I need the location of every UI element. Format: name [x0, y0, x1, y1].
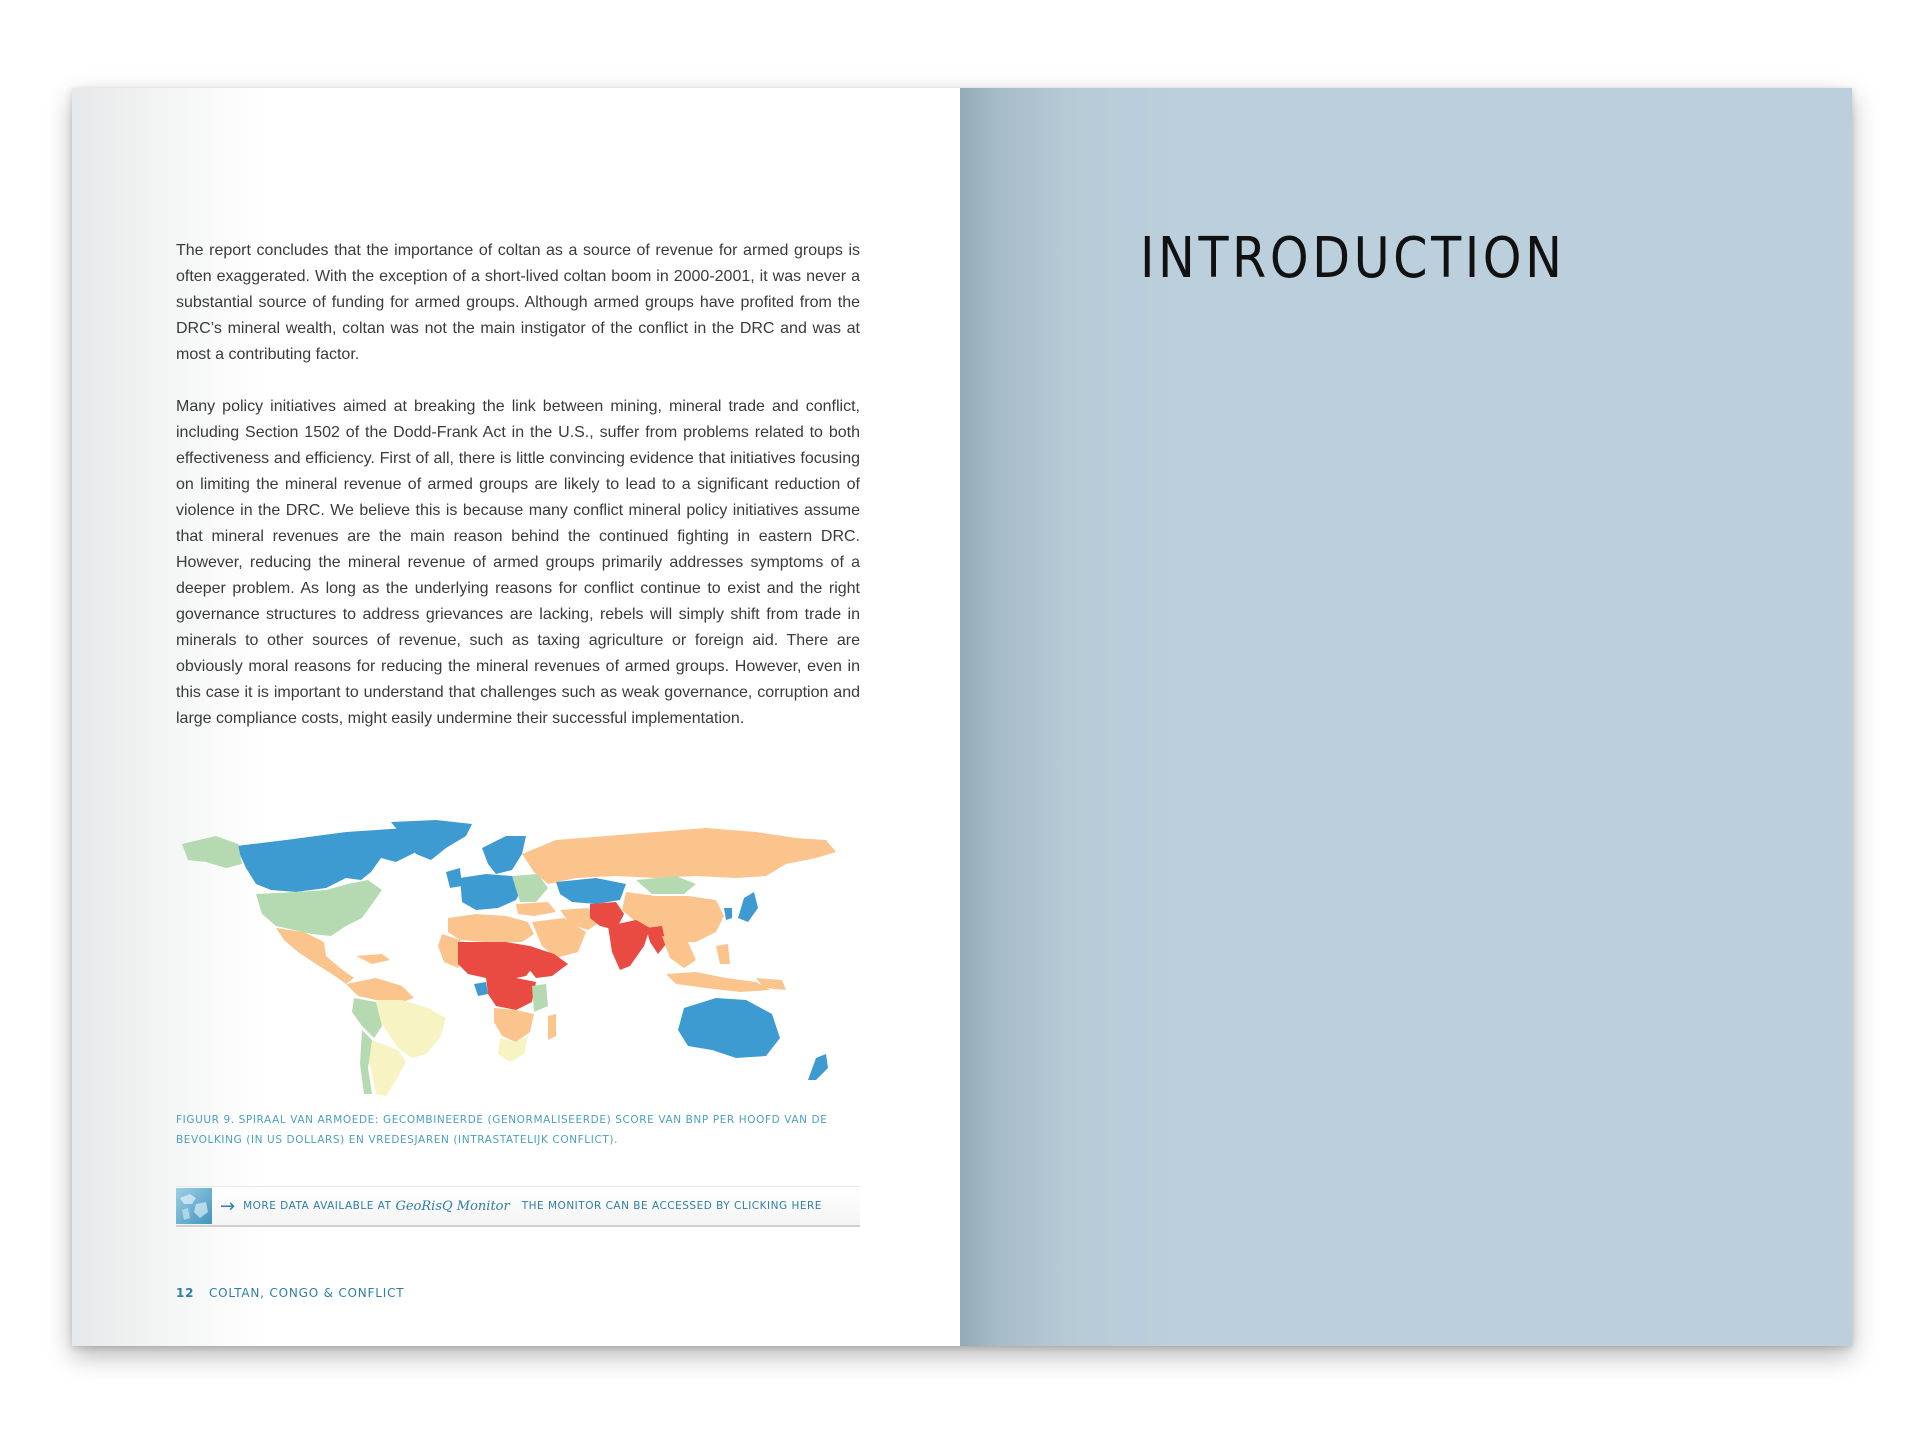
page-number: 12: [176, 1286, 195, 1300]
running-title: COLTAN, CONGO & CONFLICT: [208, 1286, 405, 1300]
world-map: [176, 818, 866, 1098]
figure-caption: FIGUUR 9. SPIRAAL VAN ARMOEDE: GECOMBINEERDE (GENORMALISEERDE) SCORE VAN BNP PER HOOFD VAN DE BEVOLKING (IN US DOLLARS) EN VREDESJAREN (INTRASTATELIJK CONFLICT).: [176, 1114, 828, 1146]
map-region-new-zealand: [808, 1054, 828, 1080]
map-region-canada: [236, 828, 426, 892]
map-region-india: [608, 920, 650, 970]
more-data-link[interactable]: [176, 1186, 860, 1227]
book-spread: [72, 88, 1852, 1346]
map-region-alaska: [182, 836, 242, 868]
map-region-southern-africa: [494, 1008, 534, 1042]
map-region-east-africa: [532, 984, 548, 1012]
map-region-uk: [446, 868, 462, 888]
map-region-mongolia: [636, 876, 696, 894]
map-region-turkey: [516, 902, 556, 916]
map-region-korea: [724, 908, 732, 920]
map-region-scandinavia: [482, 836, 526, 874]
chapter-heading: INTRODUCTION: [1140, 226, 1566, 291]
map-region-central-africa: [486, 978, 536, 1010]
map-region-japan: [738, 892, 758, 922]
world-map-thumbnail: [176, 1188, 212, 1224]
map-region-australia: [678, 998, 780, 1058]
georisq-monitor-brand[interactable]: GeoRisQ Monitor: [395, 1198, 510, 1214]
map-region-indonesia: [666, 972, 770, 992]
map-region-gabon: [474, 982, 488, 996]
body-paragraph-1: The report concludes that the importance of coltan as a source of revenue for armed groups is often exaggerated. With the exception of a short-lived coltan boom in 2000-2001, it was never a substantial source of funding for armed groups. Although armed groups have profited from the DRC’s mineral wealth, coltan was not the main instigator of the conflict in the DRC and was at most a contributing factor.: [176, 242, 860, 363]
map-region-kazakhstan: [556, 878, 626, 904]
left-page: [72, 88, 960, 1346]
more-data-suffix[interactable]: THE MONITOR CAN BE ACCESSED BY CLICKING HERE: [521, 1200, 822, 1212]
page-footer: [176, 1286, 404, 1300]
map-region-mexico: [276, 928, 354, 984]
arrow-right-icon: →: [220, 1195, 236, 1217]
body-paragraph-2: Many policy initiatives aimed at breaking the link between mining, mineral trade and conflict, including Section 1502 of the Dodd-Frank Act in the U.S., suffer from problems related to both effectiveness and efficiency. First of all, there is little convincing evidence that initiatives focusing on limiting the mineral revenue of armed groups are likely to lead to a significant reduction of violence in the DRC. We believe this is because many conflict mineral policy initiatives assume that mineral revenues are the main reason behind the continued fighting in eastern DRC. However, reducing the mineral revenue of armed groups primarily addresses symptoms of a deeper problem. As long as the underlying reasons for conflict continue to exist and the right governance structures to address grievances are lacking, rebels will simply shift from trade in minerals to other sources of revenue, such as taxing agriculture or foreign aid. There are obviously moral reasons for reducing the mineral revenues of armed groups. However, even in this case it is important to understand that challenges such as weak governance, corruption and large compliance costs, might easily undermine their successful implementation.: [176, 398, 860, 727]
map-region-sahel: [458, 942, 540, 980]
map-region-north-africa: [448, 914, 534, 942]
more-data-prefix: MORE DATA AVAILABLE AT: [243, 1200, 392, 1212]
map-region-russia: [522, 828, 836, 884]
map-region-madagascar: [548, 1014, 556, 1040]
right-page: [960, 88, 1852, 1346]
world-map-figure: [176, 818, 866, 1158]
map-region-philippines: [716, 944, 730, 964]
map-region-caribbean: [356, 954, 390, 964]
